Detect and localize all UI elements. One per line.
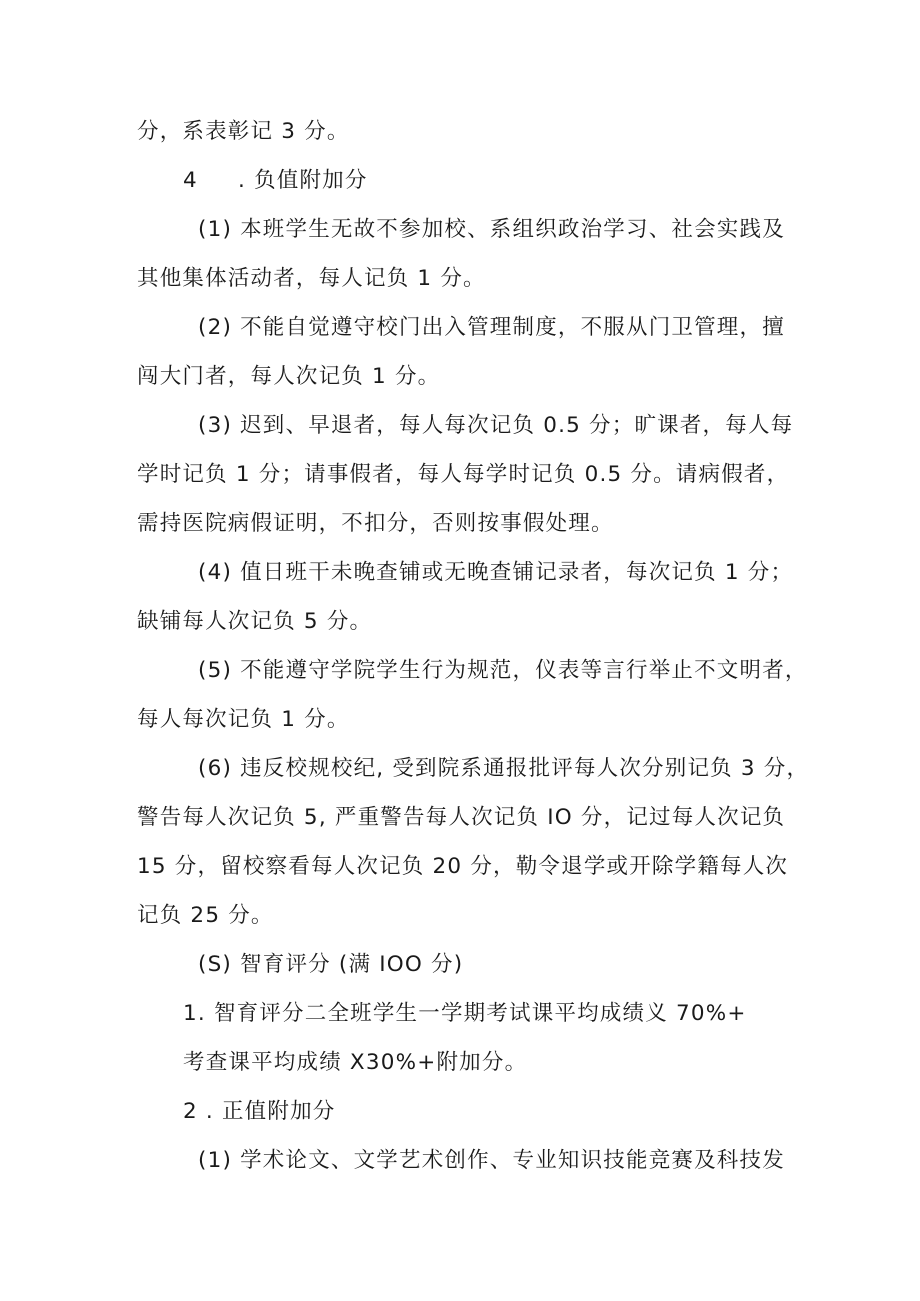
text-line: (5) 不能遵守学院学生行为规范，仪表等言行举止不文明者， [198,658,808,683]
text-line: (1) 本班学生无故不参加校、系组织政治学习、社会实践及 [198,217,785,242]
text-line: 学时记负 1 分；请事假者，每人每学时记负 0.5 分。请病假者， [137,462,790,487]
text-line: (6) 违反校规校纪, 受到院系通报批评每人次分别记负 3 分， [198,756,810,781]
text-line: 1. 智育评分二全班学生一学期考试课平均成绩义 70%+ [183,1001,747,1026]
text-line: (2) 不能自觉遵守校门出入管理制度，不服从门卫管理，擅 [198,315,785,340]
section-heading: . 负值附加分 [238,168,368,193]
text-line: 考查课平均成绩 X30%+附加分。 [183,1050,528,1075]
section-heading: (S) 智育评分 (满 IOO 分) [198,952,464,977]
text-line: (1) 学术论文、文学艺术创作、专业知识技能竞赛及科技发 [198,1148,785,1173]
text-line: 警告每人次记负 5, 严重警告每人次记负 IO 分，记过每人次记负 [137,805,786,830]
text-line: 15 分，留校察看每人次记负 20 分，勒令退学或开除学籍每人次 [137,854,789,879]
section-number: 4 [183,168,198,193]
text-line: (4) 值日班干未晚查铺或无晚查铺记录者，每次记负 1 分； [198,560,794,585]
text-line: 记负 25 分。 [137,903,274,928]
text-line: (3) 迟到、早退者，每人每次记负 0.5 分；旷课者，每人每 [198,413,794,438]
section-heading: 2 . 正值附加分 [183,1099,336,1124]
text-line: 每人每次记负 1 分。 [137,707,350,732]
text-line: 其他集体活动者，每人记负 1 分。 [137,266,486,291]
text-line: 缺铺每人次记负 5 分。 [137,609,373,634]
text-line: 需持医院病假证明，不扣分，否则按事假处理。 [137,511,614,536]
text-line: 分，系表彰记 3 分。 [137,119,350,144]
text-line: 闯大门者，每人次记负 1 分。 [137,364,441,389]
